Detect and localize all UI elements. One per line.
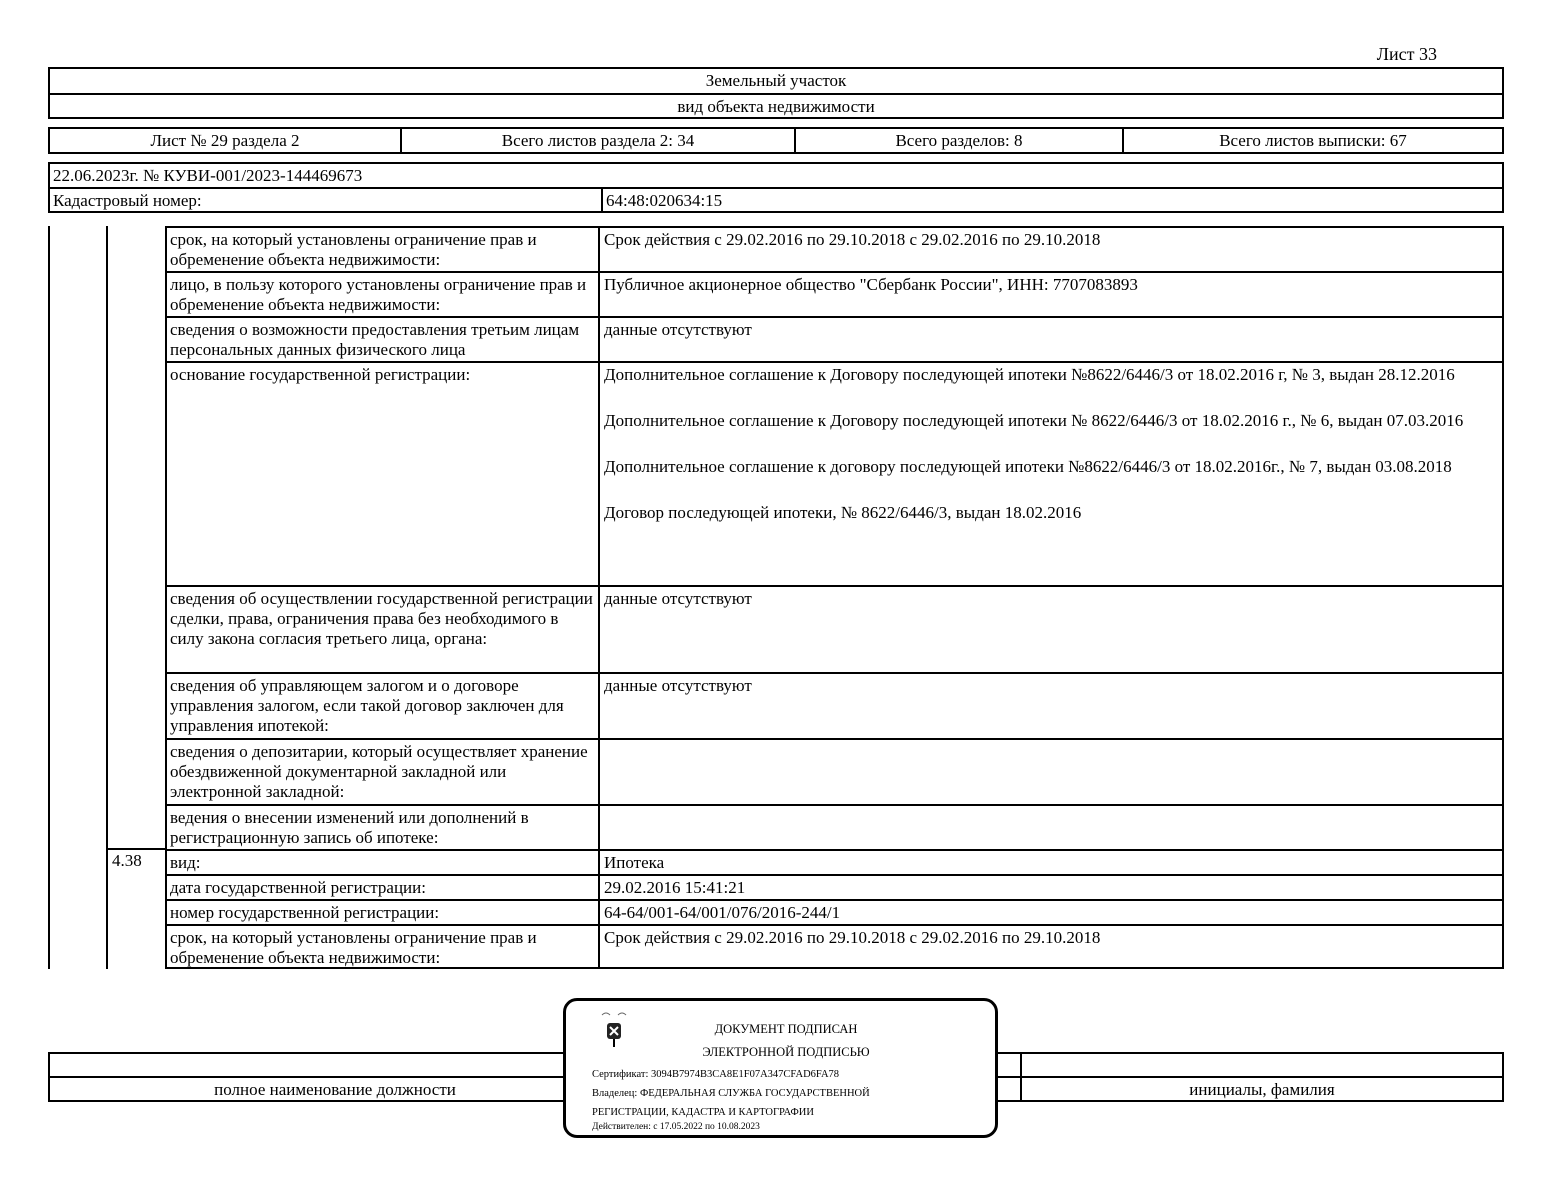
total-section-sheets: Всего листов раздела 2: 34: [400, 129, 794, 152]
table-row: [166, 738, 1504, 804]
stamp-owner: Владелец: ФЕДЕРАЛЬНАЯ СЛУЖБА ГОСУДАРСТВЕННОЙ: [592, 1088, 870, 1099]
row-label: срок, на который установлены ограничение прав и обременение объекта недвижимости:: [170, 928, 537, 968]
stamp-line2: ЭЛЕКТРОННОЙ ПОДПИСЬЮ: [702, 1045, 870, 1059]
table-row: [166, 924, 1504, 969]
table-row: [166, 316, 1504, 361]
encumbrance-table: [48, 226, 1504, 969]
row-label: сведения об осуществлении государственной регистрации сделки, права, ограничения права без необходимого в силу закона согласия третьего лица, органа:: [170, 589, 593, 649]
row-value: Ипотека: [598, 851, 1504, 874]
table-row: [166, 804, 1504, 849]
cadastral-label: Кадастровый номер:: [53, 191, 202, 210]
position-label: полное наименование должности: [214, 1080, 456, 1099]
stamp-owner-continued: РЕГИСТРАЦИИ, КАДАСТРА И КАРТОГРАФИИ: [592, 1107, 814, 1118]
doc-date-number: 22.06.2023г. № КУВИ-001/2023-144469673: [50, 164, 1502, 189]
row-value: Срок действия с 29.02.2016 по 29.10.2018 с 29.02.2016 по 29.10.2018: [598, 926, 1504, 967]
table-row: [166, 226, 1504, 271]
table-row: [166, 899, 1504, 924]
object-header: [48, 67, 1504, 119]
record-number: 4.38: [112, 851, 142, 870]
row-value: [598, 740, 1504, 804]
row-value: [598, 806, 1504, 849]
row-value: Срок действия с 29.02.2016 по 29.10.2018 с 29.02.2016 по 29.10.2018: [598, 228, 1504, 271]
record-number-cell: [106, 848, 167, 850]
object-subtitle: вид объекта недвижимости: [677, 97, 875, 116]
row-label: ведения о внесении изменений или дополнений в регистрационную запись об ипотеке:: [170, 808, 529, 848]
stamp-line1: ДОКУМЕНТ ПОДПИСАН: [714, 1022, 858, 1036]
signature-right-border: [1502, 1052, 1504, 1102]
registration-basis: Дополнительное соглашение к Договору последующей ипотеки № 8622/6446/3 от 18.02.2016 г., № 6, выдан 07.03.2016: [604, 411, 1464, 431]
sheet-of-section: Лист № 29 раздела 2: [150, 131, 300, 150]
table-row: [166, 672, 1504, 738]
row-label: дата государственной регистрации:: [170, 878, 426, 897]
row-label: срок, на который установлены ограничение прав и обременение объекта недвижимости:: [170, 230, 537, 270]
row-label: сведения об управляющем залогом и о договоре управления залогом, если такой договор заключен для управления ипотекой:: [170, 676, 564, 736]
row-value: данные отсутствуют: [598, 318, 1504, 361]
table-rows: [166, 226, 1504, 969]
table-row: [166, 874, 1504, 899]
row-value: Публичное акционерное общество "Сбербанк России", ИНН: 7707083893: [598, 273, 1504, 316]
registration-basis: Договор последующей ипотеки, № 8622/6446/3, выдан 18.02.2016: [604, 503, 1082, 523]
stamp-validity: Действителен: с 17.05.2022 по 10.08.2023: [592, 1122, 760, 1132]
cadastral-value: 64:48:020634:15: [601, 189, 1502, 213]
esignature-stamp: [563, 998, 998, 1138]
emblem-icon: [592, 1009, 636, 1049]
row-label: сведения о депозитарии, который осуществляет хранение обездвиженной документарной закладной или электронной закладной:: [170, 742, 588, 802]
row-label: сведения о возможности предоставления третьим лицам персональных данных физического лица: [170, 320, 580, 360]
object-title: Земельный участок: [50, 69, 1502, 95]
row-value: 29.02.2016 15:41:21: [598, 876, 1504, 899]
table-row: [166, 849, 1504, 874]
name-label: инициалы, фамилия: [1189, 1080, 1335, 1099]
total-sections: Всего разделов: 8: [794, 129, 1122, 152]
registration-basis: Дополнительное соглашение к договору последующей ипотеки №8622/6446/3 от 18.02.2016г., № 7, выдан 03.08.2018: [604, 457, 1452, 477]
table-row: [166, 271, 1504, 316]
stamp-certificate: Сертификат: 3094B7974B3CA8E1F07A347CFAD6FA78: [592, 1069, 840, 1080]
row-label: лицо, в пользу которого установлены ограничение прав и обременение объекта недвижимости:: [170, 275, 587, 315]
total-extract-sheets: Всего листов выписки: 67: [1122, 129, 1502, 152]
row-value: данные отсутствуют: [598, 674, 1504, 738]
row-label: вид:: [170, 853, 201, 872]
table-row: [166, 361, 1504, 585]
row-label: номер государственной регистрации:: [170, 903, 440, 922]
row-value: 64-64/001-64/001/076/2016-244/1: [598, 901, 1504, 924]
row-label: основание государственной регистрации:: [170, 365, 471, 384]
table-row: [166, 585, 1504, 672]
doc-reference: [48, 162, 1504, 213]
row-value: [598, 363, 1504, 585]
sheet-number: Лист 33: [1376, 44, 1437, 64]
info-bar: [48, 127, 1504, 154]
row-value: данные отсутствуют: [598, 587, 1504, 672]
registration-basis: Дополнительное соглашение к Договору последующей ипотеки №8622/6446/3 от 18.02.2016 г, № 3, выдан 28.12.2016: [604, 365, 1455, 384]
